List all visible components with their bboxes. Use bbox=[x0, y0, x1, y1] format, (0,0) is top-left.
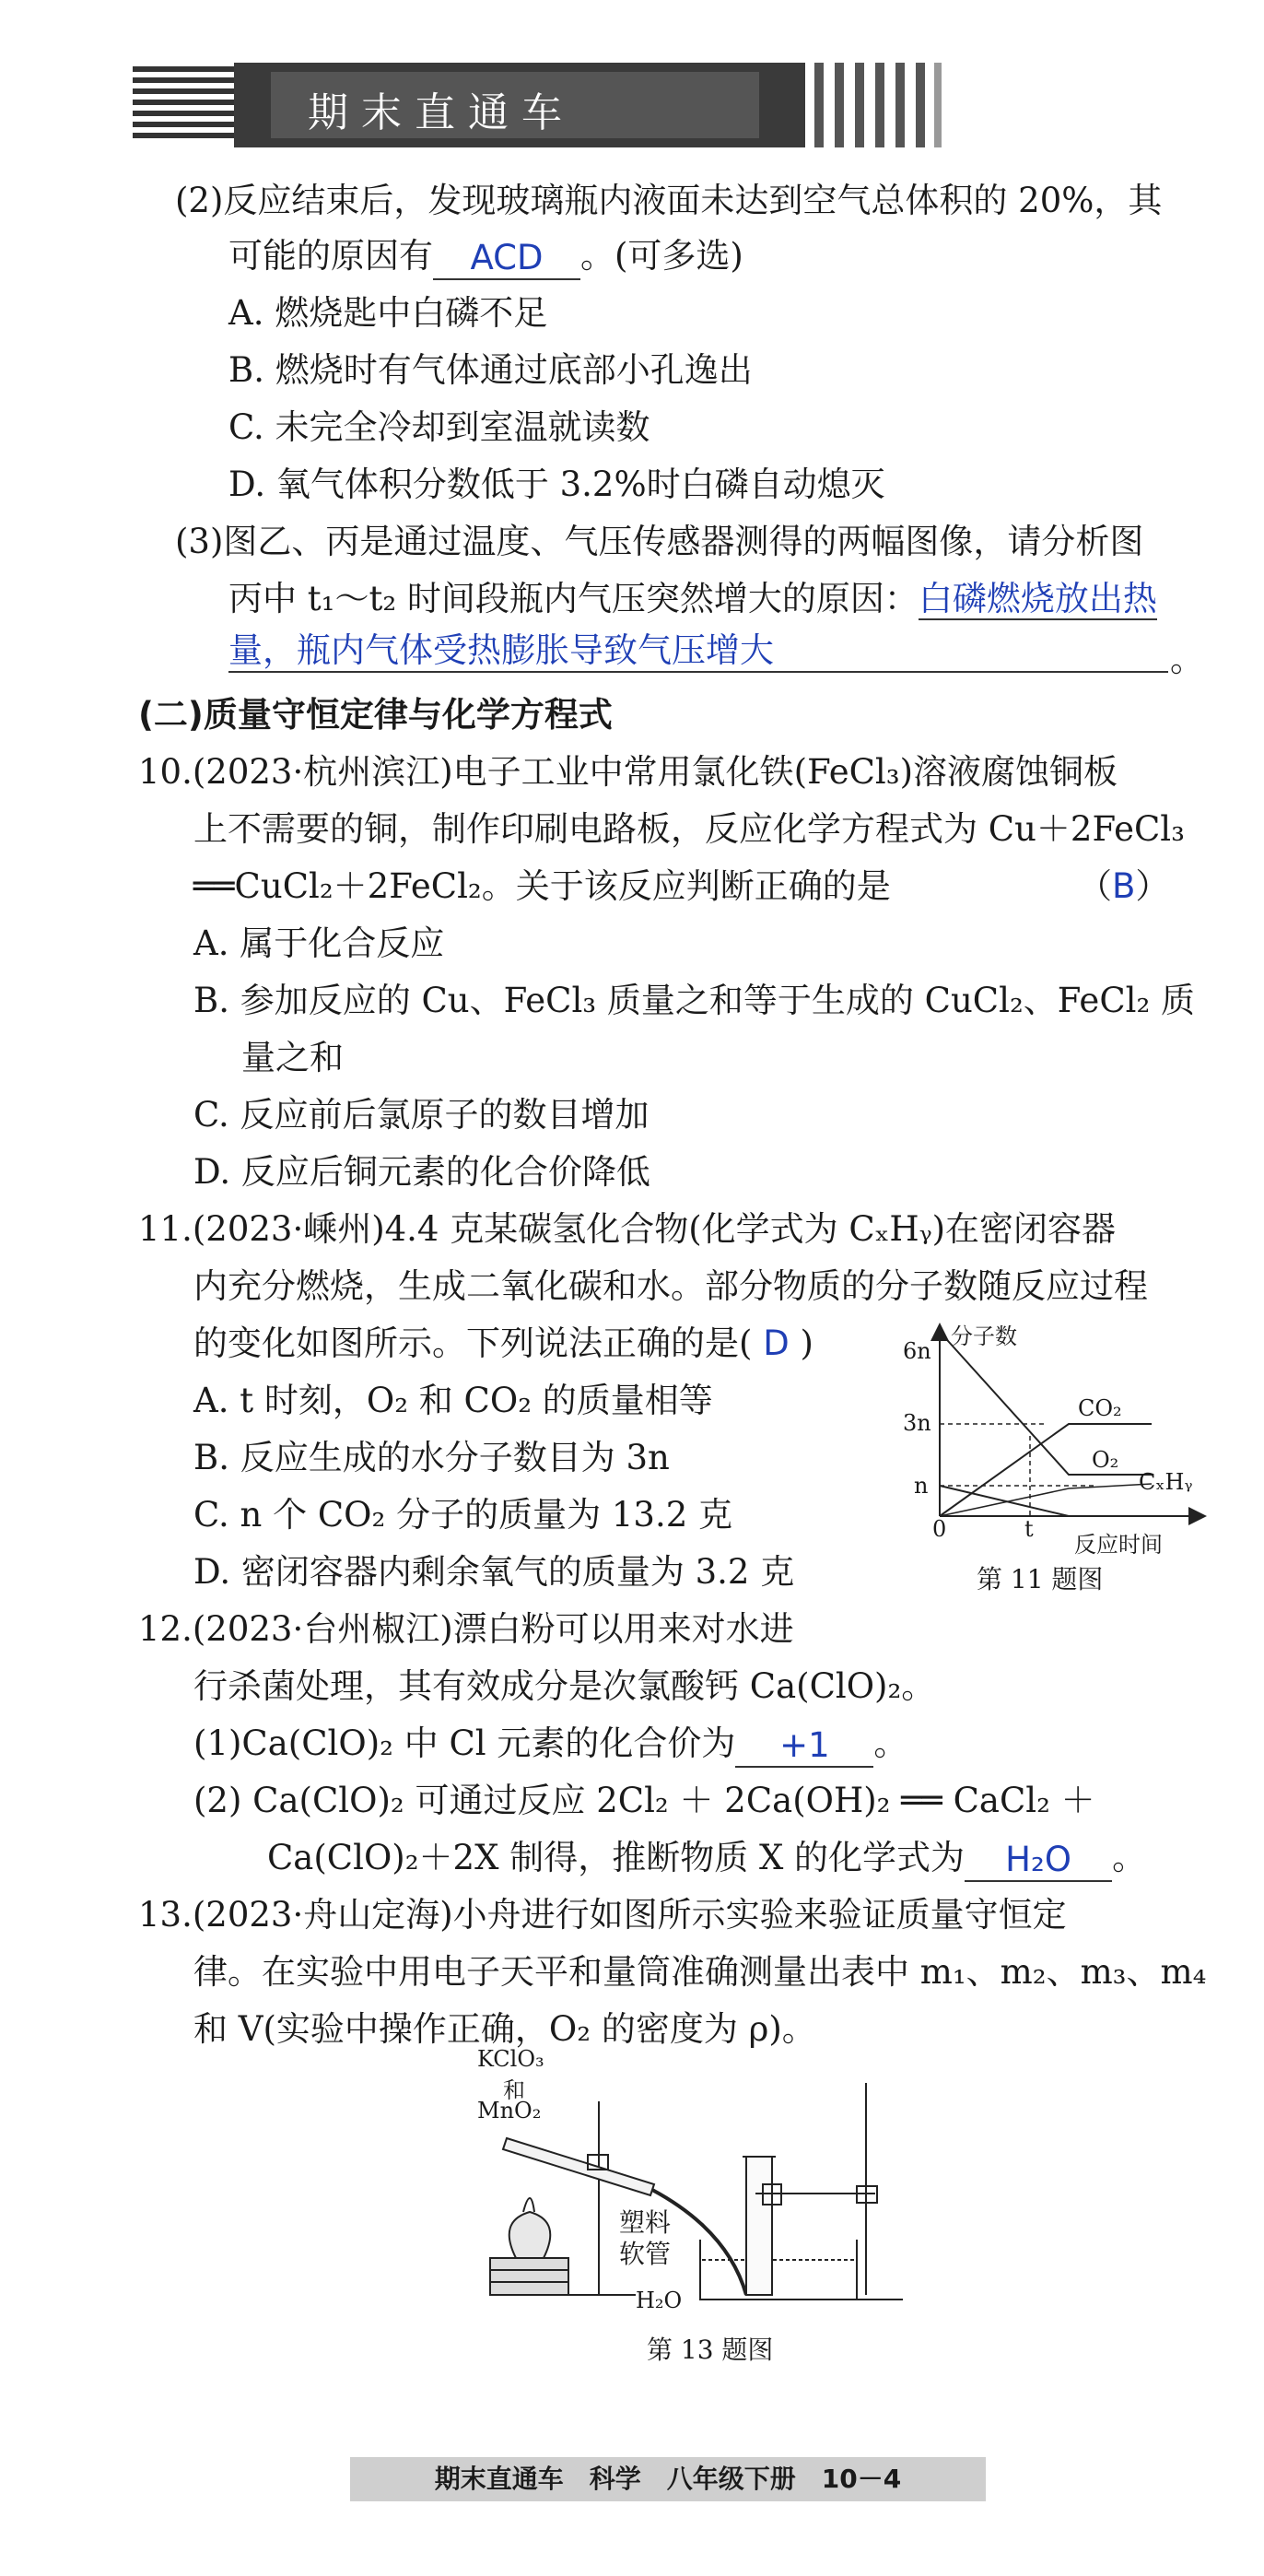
q9-part3-line1: (3)图乙、丙是通过温度、气压传感器测得的两幅图像，请分析图 bbox=[175, 522, 1144, 561]
q11-option-b: B. 反应生成的水分子数目为 3n bbox=[193, 1438, 670, 1477]
q12-part2-suffix: 。 bbox=[1112, 1838, 1147, 1877]
q9-part3-line3 bbox=[228, 627, 1168, 673]
q9-option-c: C. 未完全冷却到室温就读数 bbox=[228, 407, 650, 447]
q9-part2-answer: ACD bbox=[470, 238, 544, 277]
q13-line1: 13.(2023·舟山定海)小舟进行如图所示实验来验证质量守恒定 bbox=[138, 1895, 1067, 1935]
measuring-cylinder bbox=[746, 2157, 772, 2295]
q11-ylabel: 分子数 bbox=[951, 1323, 1017, 1349]
q9-part2-prefix: 可能的原因有 bbox=[228, 236, 433, 276]
q13-label-tube2: 软管 bbox=[619, 2239, 672, 2269]
footer-text: 期末直通车 科学 八年级下册 10－4 bbox=[434, 2464, 902, 2494]
header-banner bbox=[133, 63, 943, 147]
q11-option-c: C. n 个 CO₂ 分子的质量为 13.2 克 bbox=[193, 1495, 733, 1535]
q12-part2-prefix: Ca(ClO)₂＋2X 制得，推断物质 X 的化学式为 bbox=[267, 1838, 966, 1877]
q13-apparatus bbox=[470, 2046, 949, 2323]
q10-option-c: C. 反应前后氯原子的数目增加 bbox=[193, 1095, 650, 1135]
q9-option-a: A. 燃烧匙中白磷不足 bbox=[228, 293, 548, 333]
q10-option-b-line1: B. 参加反应的 Cu、FeCl₃ 质量之和等于生成的 CuCl₂、FeCl₂ 质 bbox=[193, 981, 1196, 1020]
q11-label-o2: O₂ bbox=[1092, 1447, 1119, 1473]
q11-tick-0: 0 bbox=[932, 1516, 947, 1542]
q11-tick-n: n bbox=[914, 1473, 929, 1499]
q12-part2-line1: (2) Ca(ClO)₂ 可通过反应 2Cl₂ ＋ 2Ca(OH)₂ ══ CaCl₂ ＋ bbox=[193, 1781, 1095, 1820]
q13-label-tube1: 塑料 bbox=[619, 2207, 672, 2238]
q10-option-d: D. 反应后铜元素的化合价降低 bbox=[193, 1152, 650, 1192]
q11-tick-3n: 3n bbox=[903, 1410, 931, 1436]
q12-part2-blank bbox=[965, 1840, 1112, 1882]
q9-part2-blank bbox=[433, 238, 580, 280]
q12-part1 bbox=[193, 1720, 907, 1768]
q10-line2: 上不需要的铜，制作印刷电路板，反应化学方程式为 Cu＋2FeCl₃ bbox=[193, 809, 1185, 849]
q9-part2-suffix: 。(可多选) bbox=[580, 236, 743, 276]
q11-xlabel: 反应时间 bbox=[1074, 1532, 1163, 1558]
q12-line2: 行杀菌处理，其有效成分是次氯酸钙 Ca(ClO)₂。 bbox=[193, 1666, 936, 1706]
section-title: (二)质量守恒定律与化学方程式 bbox=[138, 695, 613, 735]
q10-paren-close: ） bbox=[1135, 866, 1170, 906]
q11-line2: 内充分燃烧，生成二氧化碳和水。部分物质的分子数随反应过程 bbox=[193, 1266, 1148, 1306]
q11-figure bbox=[894, 1318, 1207, 1594]
q13-label-and: 和 bbox=[503, 2077, 525, 2103]
q12-part1-blank bbox=[735, 1725, 873, 1768]
q10-paren-open: （ bbox=[1078, 866, 1112, 906]
cxhy-line bbox=[940, 1486, 1152, 1516]
q11-line1: 11.(2023·嵊州)4.4 克某碳氢化合物(化学式为 CₓHᵧ)在密闭容器 bbox=[138, 1209, 1117, 1249]
q10-option-a: A. 属于化合反应 bbox=[193, 923, 445, 963]
q11-line3-prefix: 的变化如图所示。下列说法正确的是( bbox=[193, 1323, 753, 1363]
q10-line1: 10.(2023·杭州滨江)电子工业中常用氯化铁(FeCl₃)溶液腐蚀铜板 bbox=[138, 752, 1118, 792]
q13-label-kclo3: KClO₃ bbox=[477, 2046, 544, 2072]
q9-part2-line2 bbox=[228, 232, 743, 280]
q9-part3-answer2: 量，瓶内气体受热膨胀导致气压增大 bbox=[228, 630, 774, 670]
wood-block bbox=[490, 2258, 568, 2295]
q11-option-d: D. 密闭容器内剩余氧气的质量为 3.2 克 bbox=[193, 1552, 795, 1592]
q13-label-h2o: H₂O bbox=[636, 2288, 683, 2313]
q11-answer: D bbox=[763, 1323, 790, 1363]
co2-line bbox=[940, 1424, 1152, 1516]
alcohol-lamp bbox=[509, 2212, 551, 2258]
q13-line2: 律。在实验中用电子天平和量筒准确测量出表中 m₁、m₂、m₃、m₄ bbox=[193, 1952, 1207, 1992]
q11-label-co2: CO₂ bbox=[1078, 1395, 1122, 1421]
q11-label-cxhy: CₓHᵧ bbox=[1139, 1469, 1193, 1495]
q11-diagram bbox=[894, 1318, 1207, 1548]
q10-answer: B bbox=[1112, 866, 1136, 906]
q11-line3 bbox=[193, 1320, 813, 1368]
q9-option-d: D. 氧气体积分数低于 3.2%时白磷自动熄灭 bbox=[228, 465, 885, 504]
q9-part3-line2 bbox=[228, 575, 1157, 623]
q11-tick-6n: 6n bbox=[903, 1338, 931, 1364]
q9-part3-end: 。 bbox=[1170, 640, 1204, 679]
q13-label-mno2: MnO₂ bbox=[477, 2098, 542, 2123]
test-tube bbox=[503, 2138, 654, 2195]
q13-figure bbox=[470, 2046, 949, 2369]
q12-part1-suffix: 。 bbox=[873, 1723, 908, 1763]
q12-part2-answer: H₂O bbox=[1005, 1840, 1071, 1879]
q12-line1: 12.(2023·台州椒江)漂白粉可以用来对水进 bbox=[138, 1609, 794, 1649]
q9-part3-prefix: 丙中 t₁～t₂ 时间段瓶内气压突然增大的原因： bbox=[228, 579, 919, 618]
q11-caption: 第 11 题图 bbox=[977, 1564, 1104, 1594]
q12-part1-prefix: (1)Ca(ClO)₂ 中 Cl 元素的化合价为 bbox=[193, 1723, 736, 1763]
q11-tick-t: t bbox=[1024, 1516, 1034, 1542]
footer-bar bbox=[350, 2457, 986, 2501]
q9-part2-line1: (2)反应结束后，发现玻璃瓶内液面未达到空气总体积的 20%，其 bbox=[175, 181, 1163, 220]
q13-line3: 和 V(实验中操作正确，O₂ 的密度为 ρ)。 bbox=[193, 2009, 816, 2049]
banner-title: 期末直通车 bbox=[308, 89, 575, 136]
q9-option-b: B. 燃烧时有气体通过底部小孔逸出 bbox=[228, 350, 753, 390]
q10-option-b-line2: 量之和 bbox=[241, 1038, 344, 1077]
q11-option-a: A. t 时刻，O₂ 和 CO₂ 的质量相等 bbox=[193, 1381, 713, 1420]
q10-line3: ══CuCl₂＋2FeCl₂。关于该反应判断正确的是 bbox=[193, 866, 891, 906]
q12-part2-line2 bbox=[267, 1834, 1146, 1882]
q13-caption: 第 13 题图 bbox=[647, 2335, 774, 2365]
q10-answer-bracket bbox=[1078, 863, 1169, 911]
q12-part1-answer: +1 bbox=[779, 1725, 830, 1765]
q11-line3-suffix: ) bbox=[800, 1323, 813, 1363]
q9-part3-answer1: 白磷燃烧放出热 bbox=[918, 579, 1157, 618]
